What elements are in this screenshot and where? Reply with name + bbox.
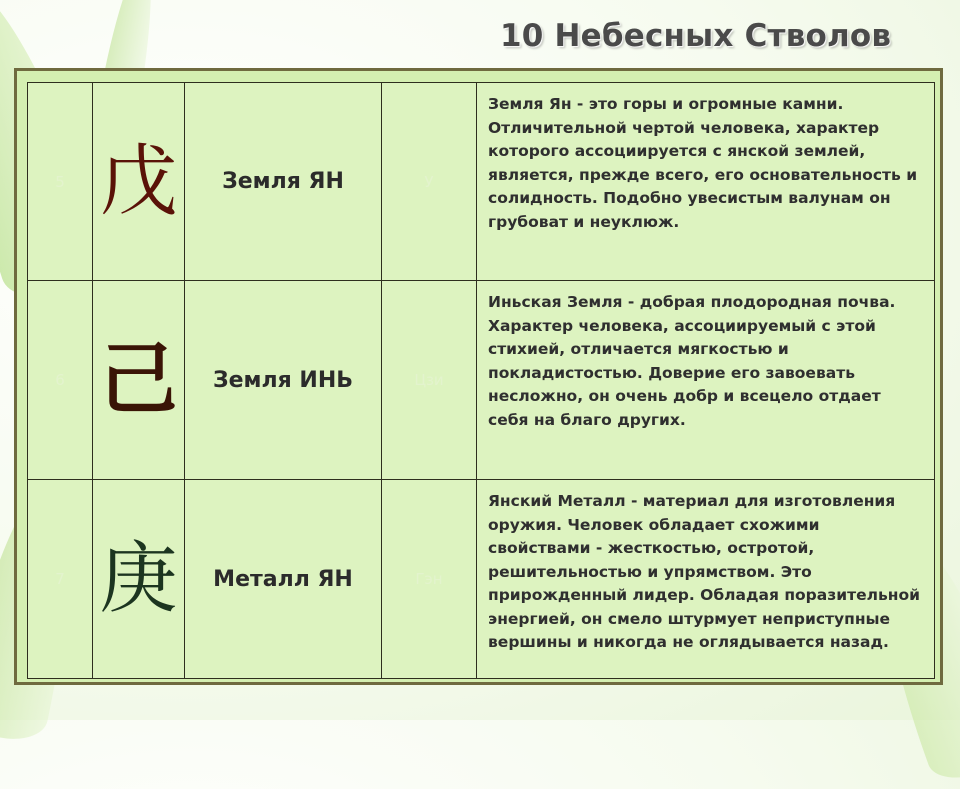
- table-row: [28, 281, 935, 480]
- table-row: [28, 480, 935, 679]
- stem-pinyin: Гэн: [382, 480, 477, 679]
- stem-number: 5: [28, 83, 93, 281]
- stems-table: [27, 82, 935, 679]
- stem-pinyin: Цзи: [382, 281, 477, 480]
- hieroglyph: 己: [93, 281, 185, 480]
- stem-pinyin: У: [382, 83, 477, 281]
- stem-name: Земля ЯН: [185, 83, 382, 281]
- stem-description: Янский Металл - материал для изготовления оружия. Человек обладает схожими свойствами - жесткостью, остротой, решительностью и упрямством. Это прирожденный лидер. Обладая поразительной энергией, он смело штурмует неприступные вершины и никогда не оглядывается назад.: [477, 480, 935, 679]
- stem-number: 7: [28, 480, 93, 679]
- hieroglyph: 戊: [93, 83, 185, 281]
- slide-title: 10 Небесных Стволов: [500, 18, 892, 54]
- stem-number: 6: [28, 281, 93, 480]
- hieroglyph: 庚: [93, 480, 185, 679]
- stem-description: Земля Ян - это горы и огромные камни. Отличительной чертой человека, характер которого ассоциируется с янской землей, является, прежде всего, его основательность и солидность. Подобно увесистым валунам он грубоват и неуклюж.: [477, 83, 935, 281]
- table-row: [28, 83, 935, 281]
- stem-description: Иньская Земля - добрая плодородная почва. Характер человека, ассоциируемый с этой стихией, отличается мягкостью и покладистостью. Доверие его завоевать несложно, он очень добр и всецело отдает себя на благо других.: [477, 281, 935, 480]
- stem-name: Металл ЯН: [185, 480, 382, 679]
- stem-name: Земля ИНЬ: [185, 281, 382, 480]
